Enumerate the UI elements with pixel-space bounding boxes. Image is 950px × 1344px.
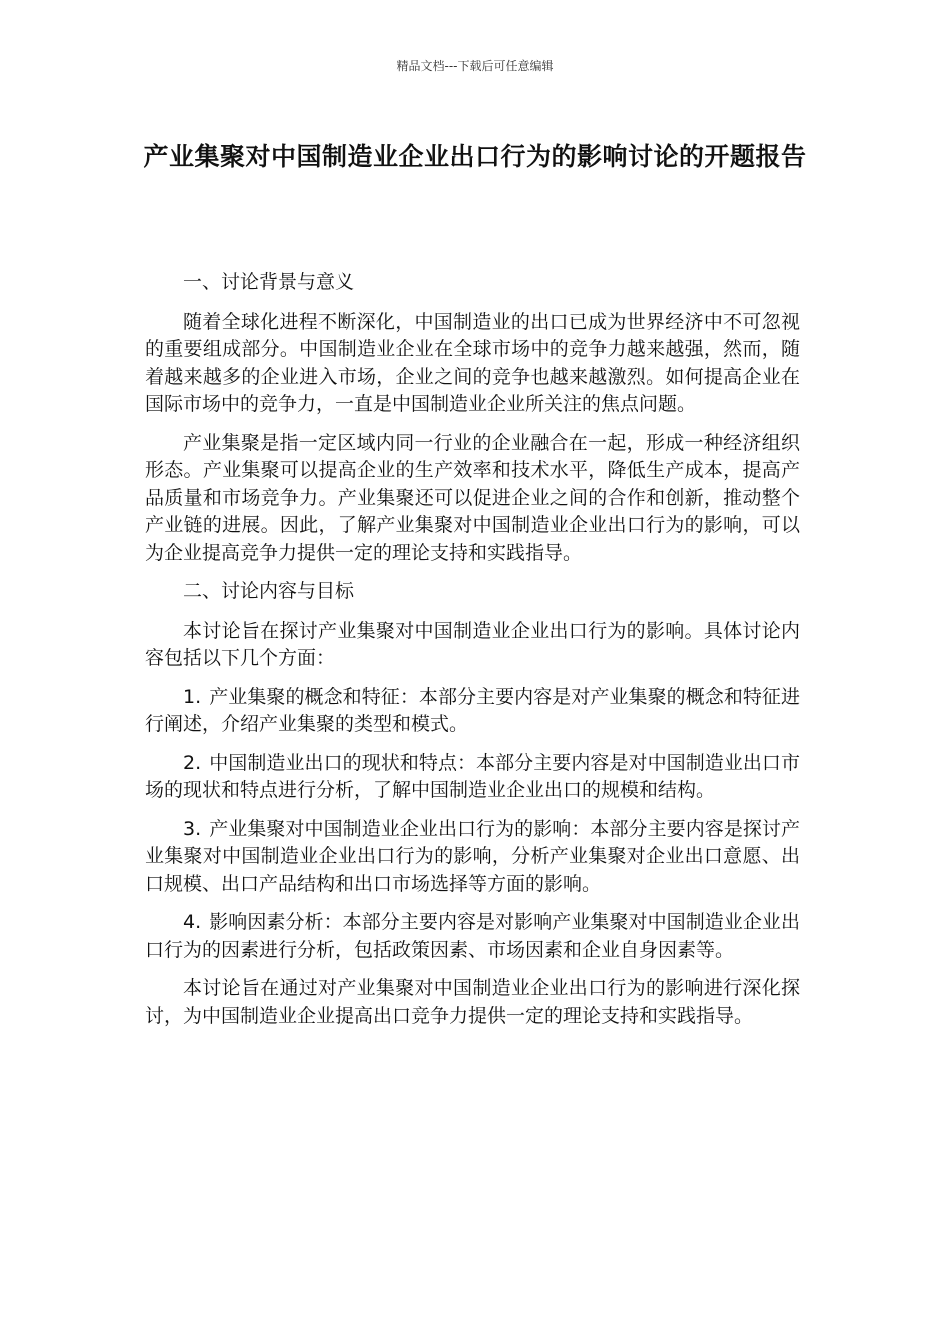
list-item-number: 4. <box>183 911 202 933</box>
list-item-number: 3. <box>183 817 202 840</box>
list-item-text: 产业集聚的概念和特征：本部分主要内容是对产业集聚的概念和特征进行阐述，介绍产业集聚的类型和模式。 <box>145 685 800 735</box>
list-item-text: 中国制造业出口的现状和特点：本部分主要内容是对中国制造业出口市场的现状和特点进行分析，了解中国制造业企业出口的规模和结构。 <box>145 751 800 801</box>
list-item <box>145 750 800 805</box>
list-item <box>145 816 800 899</box>
paragraph-conclusion: 本讨论旨在通过对产业集聚对中国制造业企业出口行为的影响进行深化探讨，为中国制造业企业提高出口竞争力提供一定的理论支持和实践指导。 <box>145 977 800 1027</box>
section-heading-content: 二、讨论内容与目标 <box>183 580 355 602</box>
list-item-number: 1. <box>183 685 202 708</box>
section-heading-background: 一、讨论背景与意义 <box>183 271 355 293</box>
list-item-text: 产业集聚对中国制造业企业出口行为的影响：本部分主要内容是探讨产业集聚对中国制造业企业出口行为的影响，分析产业集聚对企业出口意愿、出口规模、出口产品结构和出口市场选择等方面的影响。 <box>145 817 800 895</box>
document-title: 产业集聚对中国制造业企业出口行为的影响讨论的开题报告 <box>143 142 807 171</box>
document-body <box>145 269 800 1041</box>
list-item-text: 影响因素分析：本部分主要内容是对影响产业集聚对中国制造业企业出口行为的因素进行分析，包括政策因素、市场因素和企业自身因素等。 <box>145 911 800 961</box>
paragraph-background-2: 产业集聚是指一定区域内同一行业的企业融合在一起，形成一种经济组织形态。产业集聚可以提高企业的生产效率和技术水平，降低生产成本，提高产品质量和市场竞争力。产业集聚还可以促进企业之间的合作和创新，推动整个产业链的进展。因此，了解产业集聚对中国制造业企业出口行为的影响，可以为企业提高竞争力提供一定的理论支持和实践指导。 <box>145 431 800 564</box>
paragraph-background-1: 随着全球化进程不断深化，中国制造业的出口已成为世界经济中不可忽视的重要组成部分。中国制造业企业在全球市场中的竞争力越来越强，然而，随着越来越多的企业进入市场，企业之间的竞争也越来越激烈。如何提高企业在国际市场中的竞争力，一直是中国制造业企业所关注的焦点问题。 <box>145 310 800 415</box>
header-note: 精品文档---下载后可任意编辑 <box>396 59 554 73</box>
list-item <box>145 909 800 964</box>
list-item-number: 2. <box>183 751 202 774</box>
list-item <box>145 684 800 739</box>
paragraph-content-intro: 本讨论旨在探讨产业集聚对中国制造业企业出口行为的影响。具体讨论内容包括以下几个方面： <box>145 619 800 669</box>
